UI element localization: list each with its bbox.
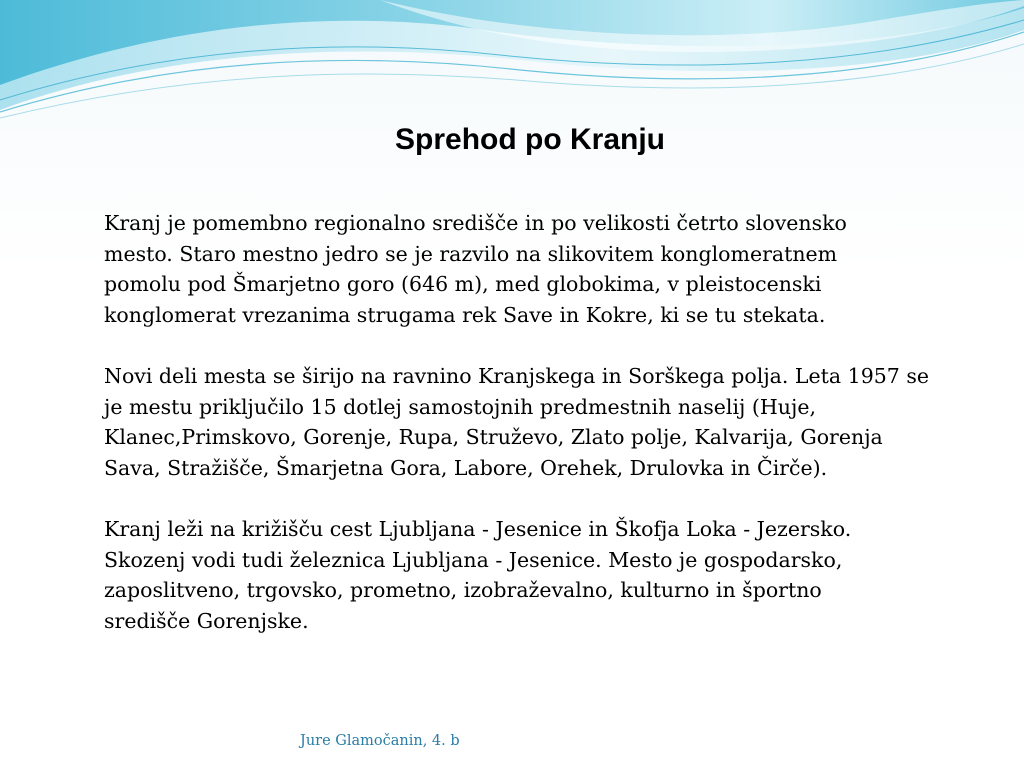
- slide-title: Sprehod po Kranju: [395, 123, 665, 156]
- paragraph: Novi deli mesta se širijo na ravnino Kranjskega in Sorškega polja. Leta 1957 se je mestu priključilo 15 dotlej samostojnih predmestnih naselij (Huje, Klanec,Primskovo, Gorenje, Rupa, Struževo, Zlato polje, Kalvarija, Gorenja Sava, Stražišče, Šmarjetna Gora, Labore, Orehek, Drulovka in Čirče).: [104, 363, 929, 480]
- slide-body: [104, 208, 964, 667]
- paragraph: Kranj leži na križišču cest Ljubljana - Jesenice in Škofja Loka - Jezersko. Skozenj vodi tudi železnica Ljubljana - Jesenice. Mesto je gospodarsko, zaposlitveno, trgovsko, prometno, izobraževalno, kulturno in športno središče Gorenjske.: [104, 516, 852, 633]
- slide-footer-author: Jure Glamočanin, 4. b: [300, 733, 460, 749]
- header-wave-decoration: [0, 0, 1024, 130]
- paragraph: Kranj je pomembno regionalno središče in po velikosti četrto slovensko mesto. Staro mestno jedro se je razvilo na slikovitem konglomeratnem pomolu pod Šmarjetno goro (646 m), med globokima, v pleistocenski konglomerat vrezanima strugama rek Save in Kokre, ki se tu stekata.: [104, 211, 847, 327]
